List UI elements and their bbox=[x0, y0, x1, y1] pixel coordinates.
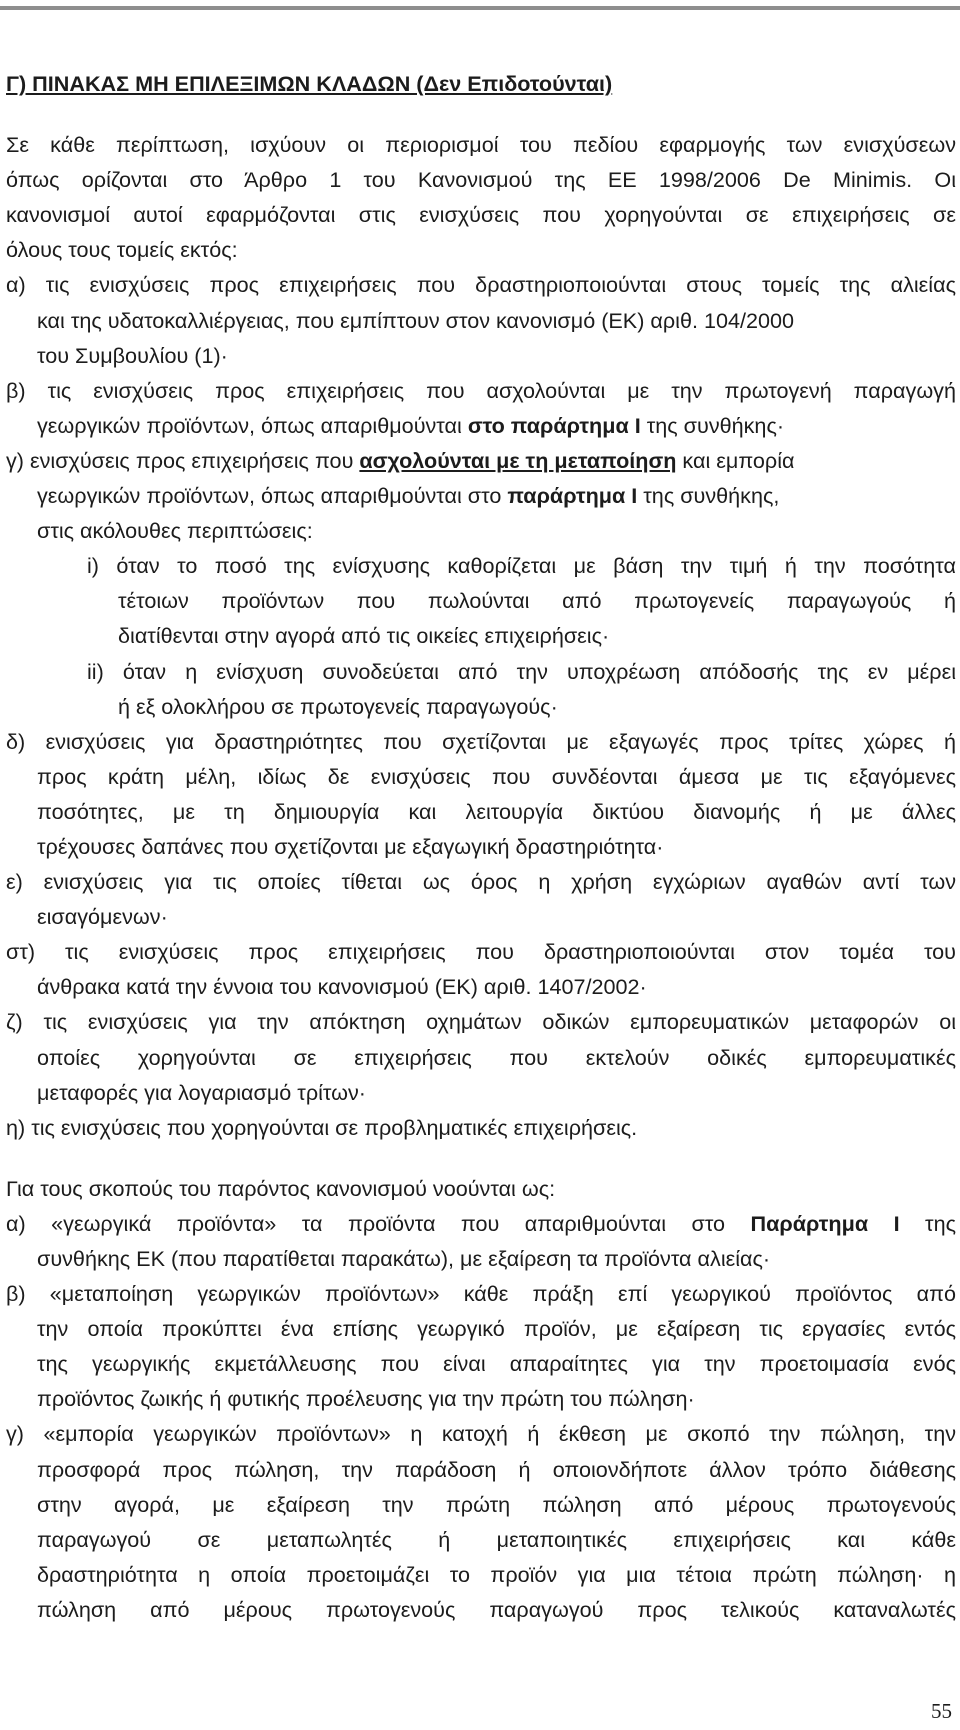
item-c-i-line: i) όταν το ποσό της ενίσχυσης καθορίζεται με βάση την τιμή ή την ποσότητα bbox=[87, 553, 956, 579]
item-z-line: ζ) τις ενισχύσεις για την απόκτηση οχημάτων οδικών εμπορευματικών μεταφορών οι bbox=[6, 1009, 956, 1035]
item-a-line: και της υδατοκαλλιέργειας, που εμπίπτουν στον κανονισμό (ΕΚ) αριθ. 104/2000 bbox=[37, 307, 795, 333]
annex-reference: Παράρτημα Ι bbox=[750, 1210, 900, 1236]
def-b-line: προϊόντος ζωικής ή φυτικής προέλευσης για την πρώτη του πώληση· bbox=[37, 1386, 695, 1412]
item-c-text: γ) ενισχύσεις προς επιχειρήσεις που bbox=[6, 447, 360, 473]
item-b-line bbox=[6, 408, 956, 443]
def-a-line: συνθήκης ΕΚ (που παρατίθεται παρακάτω), με εξαίρεση τα προϊόντα αλιείας· bbox=[37, 1246, 771, 1271]
intro-line: όλους τους τομείς εκτός: bbox=[6, 237, 238, 263]
def-a-text: της bbox=[899, 1210, 956, 1236]
intro-line: κανονισμοί αυτοί εφαρμόζονται στις ενισχύσεις που χορηγούνται σε επιχειρήσεις σε bbox=[6, 202, 956, 228]
page-number: 55 bbox=[931, 1699, 952, 1723]
item-e-line: εισαγόμενων· bbox=[37, 904, 168, 930]
annex-reference: παράρτημα Ι bbox=[507, 483, 638, 509]
processing-emphasis: ασχολούνται με τη μεταποίηση bbox=[359, 447, 677, 473]
item-c-ii-line: ii) όταν η ενίσχυση συνοδεύεται από την υποχρέωση απόδοσής της εν μέρει bbox=[87, 658, 956, 684]
intro-line: όπως ορίζονται στο Άρθρο 1 του Κανονισμού της ΕΕ 1998/2006 De Minimis. Οι bbox=[6, 167, 956, 193]
item-c-line bbox=[6, 478, 956, 513]
item-st-line: στ) τις ενισχύσεις προς επιχειρήσεις που δραστηριοποιούνται στον τομέα του bbox=[6, 939, 956, 965]
item-z-line: μεταφορές για λογαριασμό τρίτων· bbox=[37, 1079, 366, 1105]
item-z-line: οποίες χορηγούνται σε επιχειρήσεις που εκτελούν οδικές εμπορευματικές bbox=[37, 1044, 956, 1070]
def-b-line: την οποία προκύπτει ένα επίσης γεωργικό προϊόν, με εξαίρεση τις εργασίες εντός bbox=[37, 1316, 956, 1342]
item-d-line: τρέχουσες δαπάνες που σχετίζονται με εξαγωγική δραστηριότητα· bbox=[37, 833, 664, 859]
item-st-line: άνθρακα κατά την έννοια του κανονισμού (ΕΚ) αριθ. 1407/2002· bbox=[37, 974, 647, 1000]
definitions-intro: Για τους σκοπούς του παρόντος κανονισμού νοούνται ως: bbox=[6, 1175, 556, 1201]
item-h-line: η) τις ενισχύσεις που χορηγούνται σε προβληματικές επιχειρήσεις. bbox=[6, 1114, 638, 1140]
section-heading: Γ) ΠΙΝΑΚΑΣ ΜΗ ΕΠΙΛΕΞΙΜΩΝ ΚΛΑΔΩΝ (Δεν Επιδοτούνται) bbox=[6, 71, 613, 96]
item-a-line: α) τις ενισχύσεις προς επιχειρήσεις που δραστηριοποιούνται στους τομείς της αλιείας bbox=[6, 272, 956, 298]
def-c-line: στην αγορά, με εξαίρεση την πρώτη πώληση από μέρους πρωτογενούς bbox=[37, 1491, 956, 1517]
annex-reference: στο παράρτημα Ι bbox=[467, 412, 641, 438]
def-c-line: προσφορά προς πώληση, την παράδοση ή οποιονδήποτε άλλον τρόπο διάθεσης bbox=[37, 1456, 956, 1482]
item-c-line: στις ακόλουθες περιπτώσεις: bbox=[37, 518, 313, 544]
def-b-line: β) «μεταποίηση γεωργικών προϊόντων» κάθε πράξη επί γεωργικού προϊόντος από bbox=[6, 1281, 956, 1307]
item-c-text: γεωργικών προϊόντων, όπως απαριθμούνται στο bbox=[37, 483, 508, 509]
def-c-line: δραστηριότητα η οποία προετοιμάζει το προϊόν για μια τέτοια πρώτη πώληση· η bbox=[37, 1561, 956, 1587]
item-b-text: της συνθήκης· bbox=[640, 412, 785, 438]
item-d-line: δ) ενισχύσεις για δραστηριότητες που σχετίζονται με εξαγωγές προς τρίτες χώρες ή bbox=[6, 728, 956, 754]
def-a-line bbox=[6, 1206, 956, 1241]
item-e-line: ε) ενισχύσεις για τις οποίες τίθεται ως όρος η χρήση εγχώριων αγαθών αντί των bbox=[6, 869, 956, 895]
item-c-text: της συνθήκης, bbox=[637, 483, 780, 509]
item-b-text: γεωργικών προϊόντων, όπως απαριθμούνται bbox=[37, 412, 468, 438]
item-a-line: του Συμβουλίου (1)· bbox=[37, 342, 228, 368]
top-rule bbox=[0, 6, 960, 10]
item-c-i-line: τέτοιων προϊόντων που πωλούνται από πρωτογενείς παραγωγούς ή bbox=[118, 588, 956, 614]
item-c-line bbox=[6, 443, 956, 478]
def-c-line: γ) «εμπορία γεωργικών προϊόντων» η κατοχή ή έκθεση με σκοπό την πώληση, την bbox=[6, 1421, 956, 1447]
def-b-line: της γεωργικής εκμετάλλευσης που είναι απαραίτητες για την προετοιμασία ενός bbox=[37, 1351, 956, 1377]
item-d-line: ποσότητες, με τη δημιουργία και λειτουργία δικτύου διανομής ή με άλλες bbox=[37, 798, 956, 824]
item-c-text: και εμπορία bbox=[676, 447, 795, 473]
item-d-line: προς κράτη μέλη, ιδίως δε ενισχύσεις που συνδέονται άμεσα με τις εξαγόμενες bbox=[37, 763, 956, 789]
intro-line: Σε κάθε περίπτωση, ισχύουν οι περιορισμοί του πεδίου εφαρμογής των ενισχύσεων bbox=[6, 132, 956, 158]
item-c-i-line: διατίθενται στην αγορά από τις οικείες επιχειρήσεις· bbox=[118, 623, 610, 649]
item-b-line: β) τις ενισχύσεις προς επιχειρήσεις που ασχολούνται με την πρωτογενή παραγωγή bbox=[6, 377, 956, 403]
def-a-text: α) «γεωργικά προϊόντα» τα προϊόντα που απαριθμούνται στο bbox=[6, 1210, 751, 1236]
def-c-line: πώληση από μέρους πρωτογενούς παραγωγού προς τελικούς καταναλωτές bbox=[37, 1596, 956, 1622]
def-c-line: παραγωγού σε μεταπωλητές ή μεταποιητικές επιχειρήσεις και κάθε bbox=[37, 1526, 956, 1552]
document-body bbox=[6, 66, 956, 1627]
item-c-ii-line: ή εξ ολοκλήρου σε πρωτογενείς παραγωγούς· bbox=[118, 693, 558, 719]
